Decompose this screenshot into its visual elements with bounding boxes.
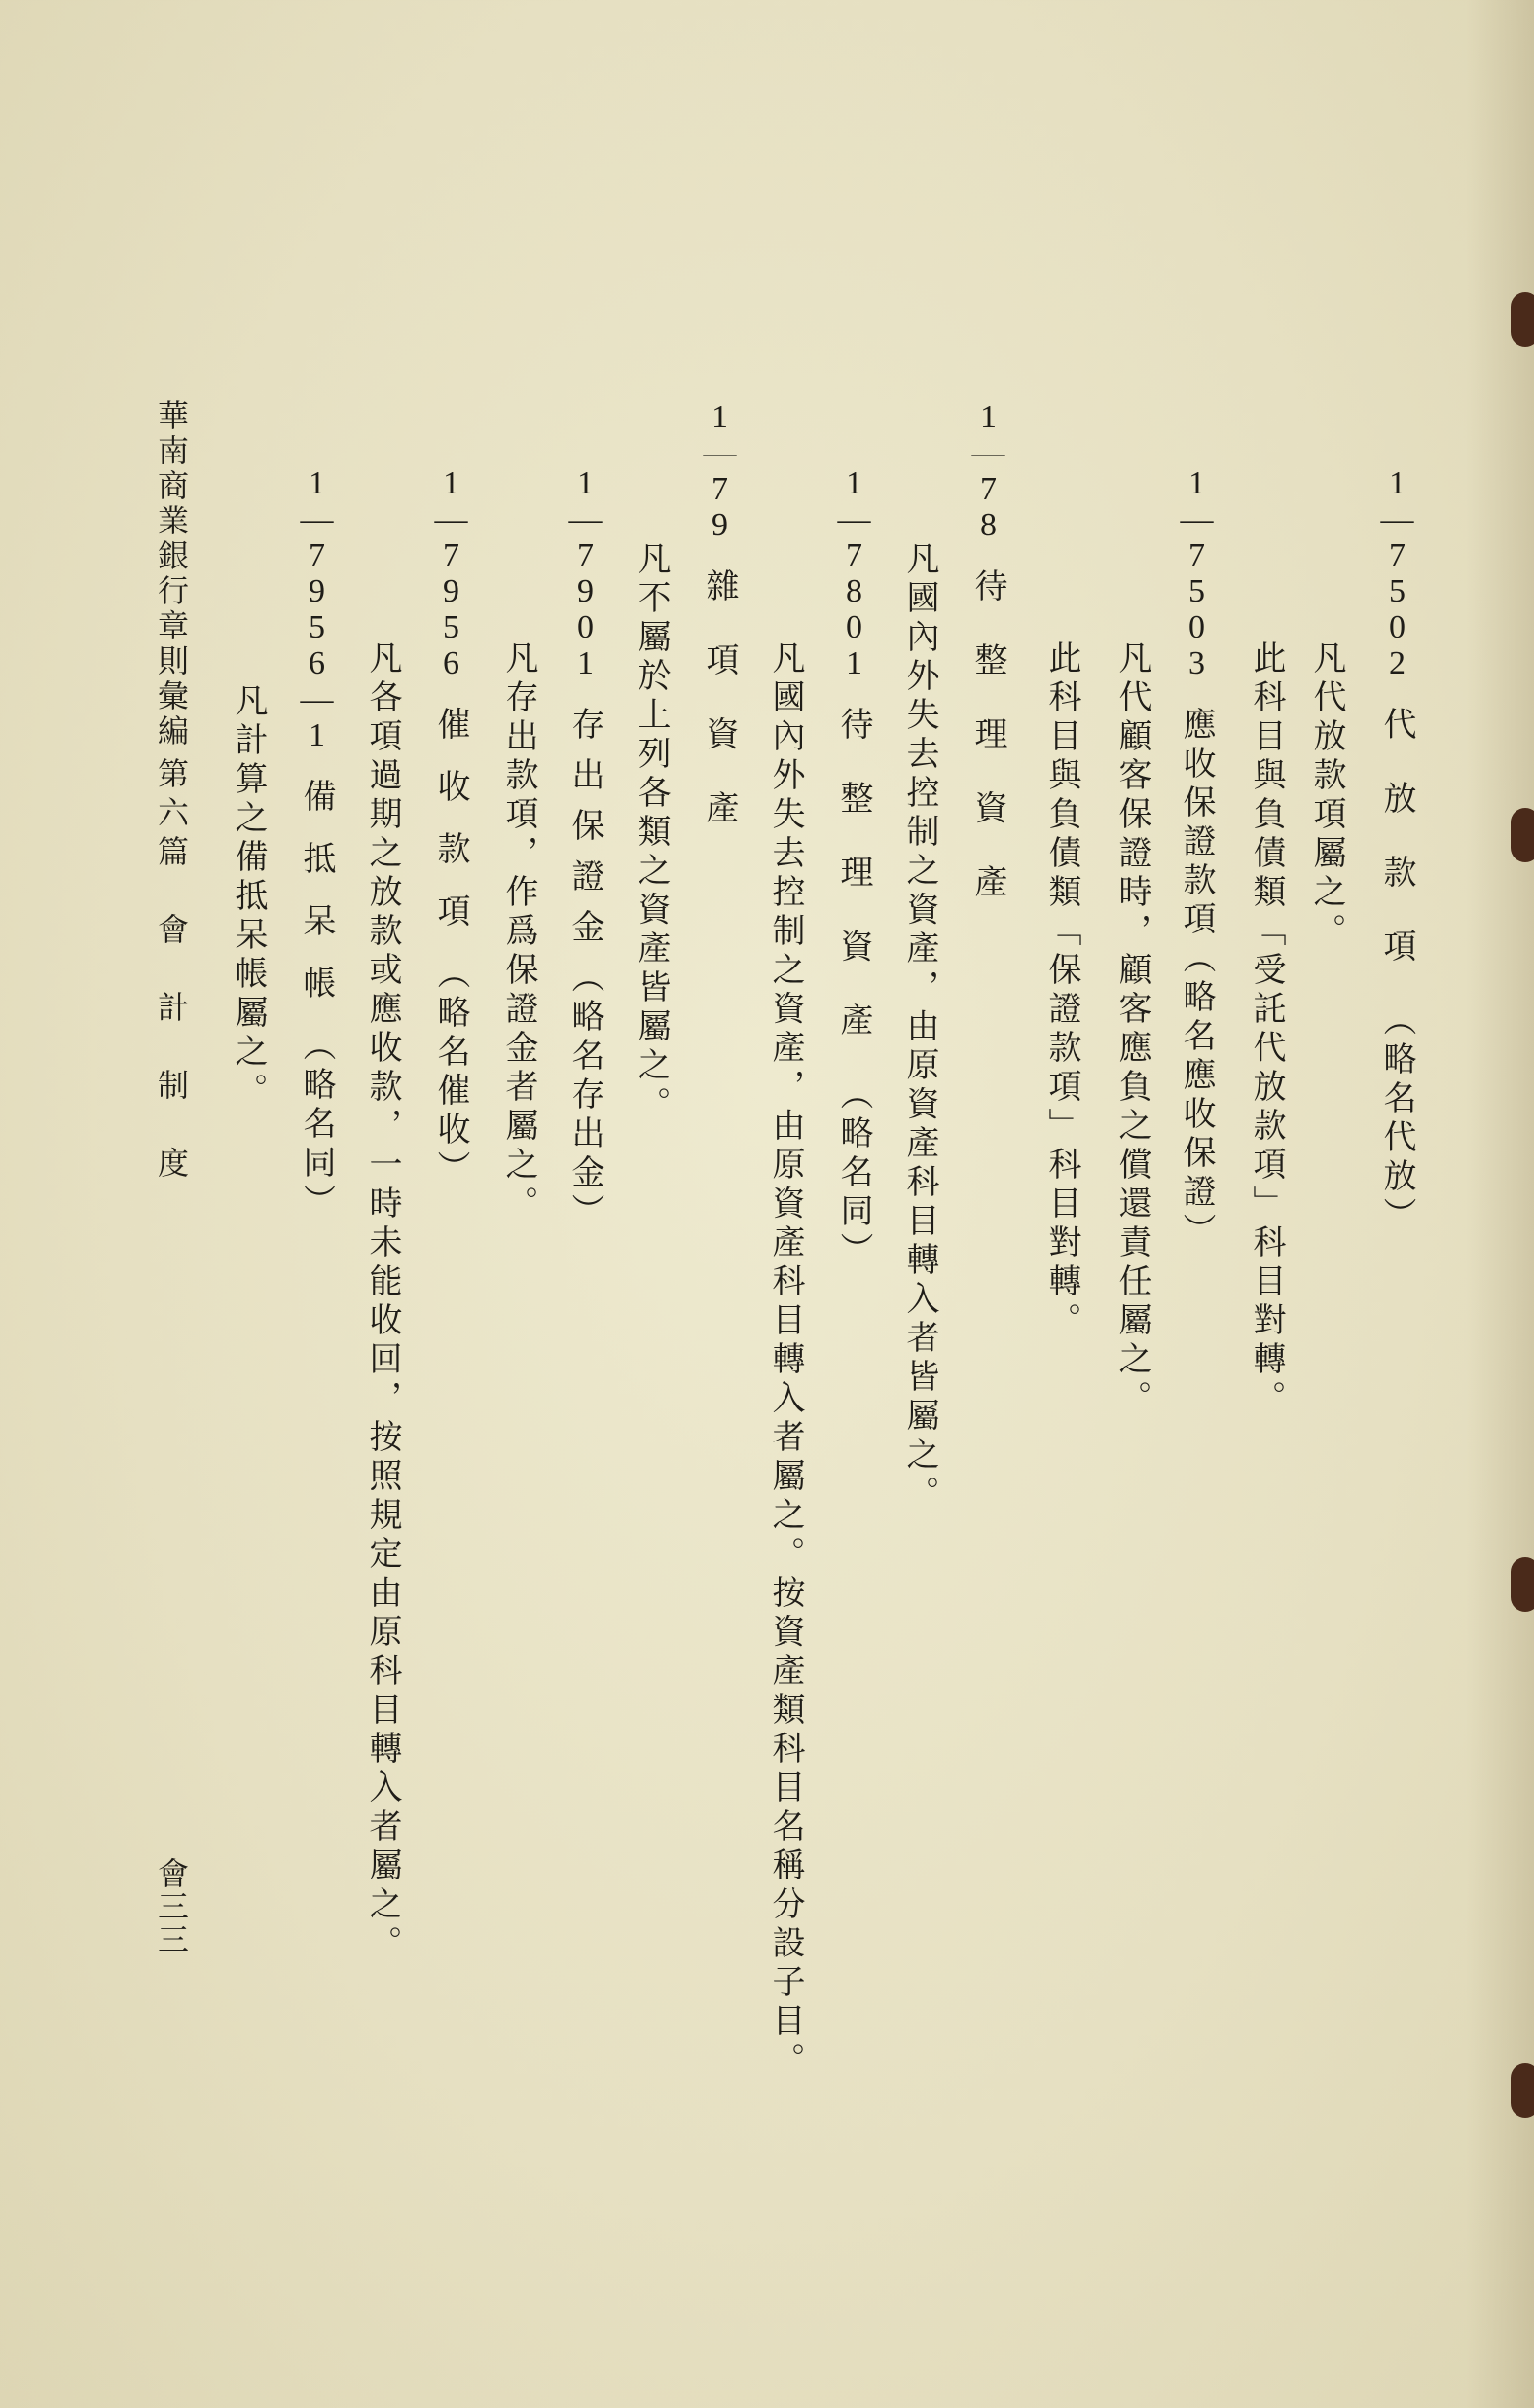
entry-heading	[297, 465, 336, 1222]
entry-heading	[568, 465, 602, 1232]
account-abbreviation: （略名應收保證）	[1177, 940, 1216, 1252]
entry-description: 凡不屬於上列各類之資產皆屬之。	[632, 541, 671, 1125]
account-name: 代放款項	[1377, 707, 1416, 1003]
account-abbreviation: （略名同）	[297, 1028, 336, 1222]
entry-heading	[968, 399, 1007, 938]
entry-description: 凡代顧客保證時，顧客應負之償還責任屬之。	[1113, 640, 1151, 1419]
entry-heading	[834, 465, 873, 1271]
account-code: 1—79	[702, 399, 738, 543]
account-code: 1—7502	[1379, 465, 1415, 681]
chapter-title: 第六篇 會 計 制 度	[153, 757, 190, 1186]
account-abbreviation: （略名同）	[834, 1076, 873, 1271]
account-code: 1—7801	[836, 465, 872, 681]
account-name: 待整理資產	[834, 707, 873, 1076]
page-number: 會三三	[153, 1857, 190, 1956]
entry-description: 此科目與負債類「受託代放款項」科目對轉。	[1247, 640, 1286, 1419]
binding-hole	[1511, 292, 1534, 347]
page-edge-shadow	[1466, 0, 1534, 2408]
entry-heading	[700, 399, 739, 864]
entry-description: 此科目與負債類「保證款項」科目對轉。	[1042, 640, 1081, 1341]
binding-hole	[1511, 2063, 1534, 2118]
entry-description: 凡計算之備抵呆帳屬之。	[229, 683, 268, 1112]
book-title: 華南商業銀行章則彙編	[153, 399, 190, 749]
account-code: 1—7901	[567, 465, 603, 681]
account-name: 備抵呆帳	[297, 779, 336, 1028]
account-abbreviation: （略名代放）	[1377, 1003, 1416, 1236]
entry-description: 凡存出款項，作爲保證金者屬之。	[499, 640, 538, 1224]
account-abbreviation: （略名催收）	[431, 956, 470, 1189]
entry-heading	[431, 465, 470, 1189]
entry-description: 凡國內外失去控制之資產，由原資產科目轉入者屬之。按資產類科目名稱分設子目。	[766, 640, 805, 2081]
entry-heading	[1377, 465, 1416, 1236]
binding-hole	[1511, 1557, 1534, 1612]
account-code: 1—7503	[1179, 465, 1215, 681]
account-name: 雜項資產	[700, 568, 739, 864]
account-code: 1—7956—1	[299, 465, 335, 753]
entry-description: 凡各項過期之放款或應收款，一時未能收回，按照規定由原科目轉入者屬之。	[363, 640, 402, 1964]
account-name: 應收保證款項	[1177, 707, 1216, 940]
account-code: 1—7956	[433, 465, 469, 681]
binding-hole	[1511, 808, 1534, 862]
entry-description: 凡代放款項屬之。	[1307, 640, 1346, 952]
account-name: 存出保證金	[566, 707, 604, 960]
entry-description: 凡國內外失去控制之資產，由原資產科目轉入者皆屬之。	[900, 541, 939, 1514]
account-name: 催收款項	[431, 707, 470, 956]
account-name: 待整理資產	[968, 568, 1007, 938]
account-code: 1—78	[970, 399, 1006, 543]
account-abbreviation: （略名存出金）	[566, 960, 604, 1232]
entry-heading	[1177, 465, 1216, 1252]
